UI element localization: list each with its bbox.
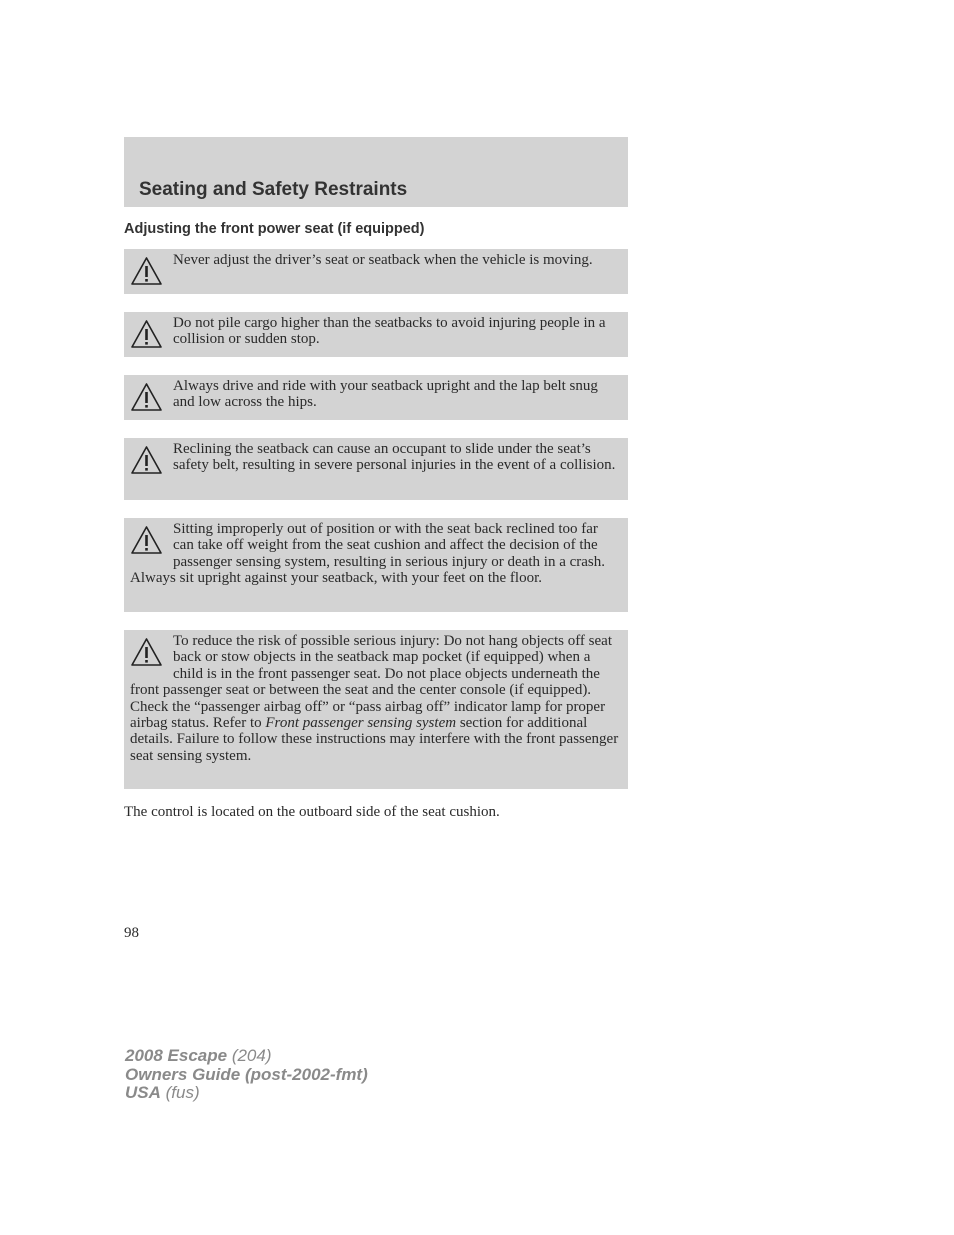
- cross-reference-link: Front passenger sensing system: [265, 715, 457, 732]
- warning-box: [124, 249, 628, 294]
- warning-text: Sitting improperly out of position or with the seat back reclined too far can take off weight from the seat cushion and affect the decision of the passenger sensing system, resulting in serious injury or death in a crash. Always sit upright against your seatback, with your feet on the floor.: [130, 521, 605, 587]
- warning-text: section for additional details. Failure to follow these instructions may interfere with the front passenger seat sensing system.: [130, 715, 619, 764]
- footer-guide-type: Owners Guide (post-2002-fmt): [125, 1064, 368, 1084]
- page-number: 98: [124, 925, 139, 941]
- warning-box: [124, 438, 628, 500]
- footer-market: USA: [125, 1083, 161, 1102]
- section-header-band: [124, 137, 628, 207]
- footer-model-code: (204): [227, 1046, 272, 1065]
- warning-text: Never adjust the driver’s seat or seatback when the vehicle is moving.: [173, 252, 593, 268]
- warning-text: To reduce the risk of possible serious injury: Do not hang objects off seat back or stow objects in the seatback map pocket (if equipped) when a child is in the front passenger seat. Do not place objects underneath the front passenger seat or between the seat and the center console (if equipped). Check the “passenger airbag off” or “pass airbag off” indicator lamp for proper airbag status. Refer to: [130, 633, 612, 732]
- warning-triangle-icon: [130, 525, 163, 555]
- document-footer: [125, 1047, 368, 1103]
- warning-triangle-icon: [130, 319, 163, 349]
- warning-box: [124, 518, 628, 612]
- warning-triangle-icon: [130, 445, 163, 475]
- warning-triangle-icon: [130, 382, 163, 412]
- warning-triangle-icon: [130, 256, 163, 286]
- warning-box: [124, 375, 628, 420]
- subheading: Adjusting the front power seat (if equipped): [124, 221, 425, 237]
- warning-box: [124, 312, 628, 357]
- footer-model: 2008 Escape: [125, 1046, 228, 1065]
- warning-box: [124, 630, 628, 789]
- footer-market-code: (fus): [160, 1083, 200, 1102]
- warning-text: Always drive and ride with your seatback upright and the lap belt snug and low across the hips.: [173, 378, 598, 411]
- section-title: Seating and Safety Restraints: [139, 179, 408, 200]
- warning-text: Reclining the seatback can cause an occupant to slide under the seat’s safety belt, resulting in severe personal injuries in the event of a collision.: [173, 441, 616, 474]
- warning-triangle-icon: [130, 637, 163, 667]
- body-text: The control is located on the outboard side of the seat cushion.: [124, 804, 500, 820]
- warning-text: Do not pile cargo higher than the seatbacks to avoid injuring people in a collision or sudden stop.: [173, 315, 606, 348]
